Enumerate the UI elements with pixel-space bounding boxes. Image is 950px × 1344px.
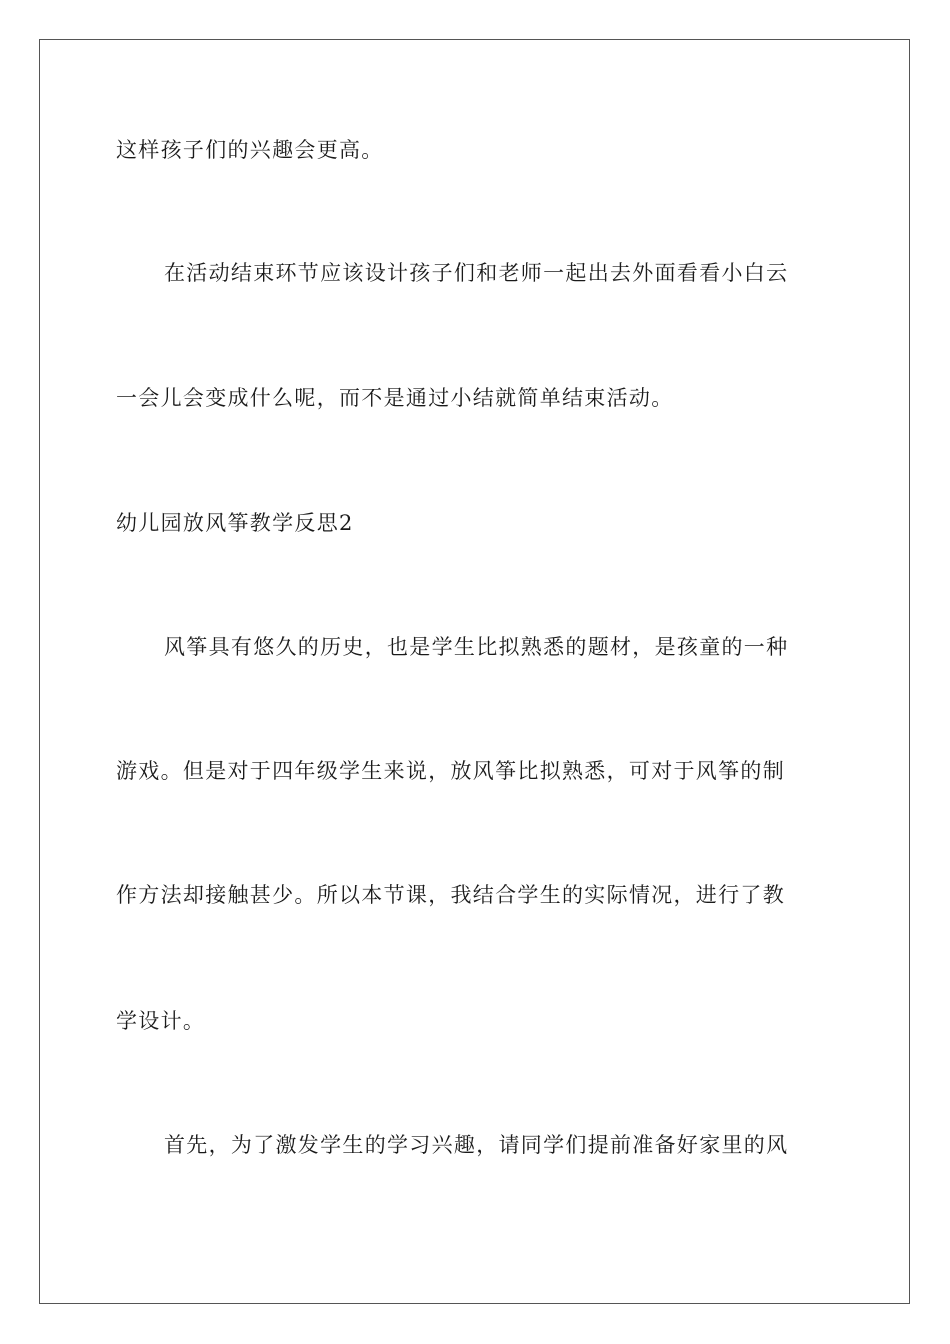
page-border <box>39 39 910 1304</box>
paragraph-line-8: 首先，为了激发学生的学习兴趣，请同学们提前准备好家里的风 <box>164 1133 789 1157</box>
paragraph-line-5: 游戏。但是对于四年级学生来说，放风筝比拟熟悉，可对于风筝的制 <box>116 759 785 783</box>
paragraph-line-6: 作方法却接触甚少。所以本节课，我结合学生的实际情况，进行了教 <box>116 883 785 907</box>
paragraph-line-7: 学设计。 <box>116 1009 206 1033</box>
paragraph-line-1: 这样孩子们的兴趣会更高。 <box>116 138 384 162</box>
paragraph-line-3: 一会儿会变成什么呢，而不是通过小结就简单结束活动。 <box>116 386 674 410</box>
paragraph-line-4: 风筝具有悠久的历史，也是学生比拟熟悉的题材，是孩童的一种 <box>164 635 789 659</box>
section-heading: 幼儿园放风筝教学反思2 <box>116 511 354 535</box>
paragraph-line-2: 在活动结束环节应该设计孩子们和老师一起出去外面看看小白云 <box>164 261 789 285</box>
